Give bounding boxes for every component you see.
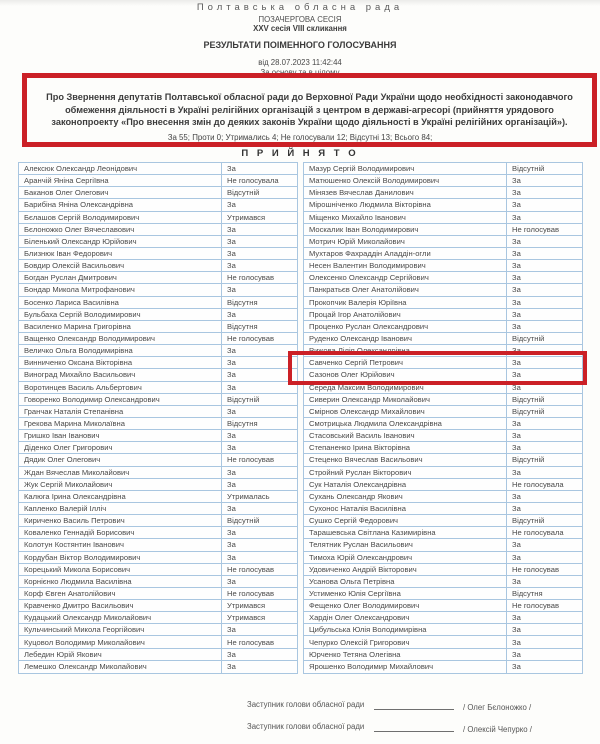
table-row <box>19 224 297 236</box>
deputy-name: Процай Ігор Анатолійович <box>309 309 401 319</box>
deputy-name: Сухань Олександр Якович <box>309 491 403 501</box>
vote-value: Утримався <box>221 600 297 611</box>
deputy-name: Тимоха Юрій Олександрович <box>309 552 413 562</box>
deputy-name: Баканов Олег Олегович <box>24 188 109 198</box>
vote-value: Відсутній <box>506 454 582 465</box>
vote-value: За <box>221 479 297 490</box>
vote-value: Не голосував <box>221 272 297 283</box>
vote-value: За <box>221 199 297 210</box>
table-row <box>19 309 297 321</box>
table-row <box>304 515 582 527</box>
vote-value: За <box>506 661 582 673</box>
vote-value: За <box>506 369 582 380</box>
vote-value: Не голосував <box>506 224 582 235</box>
vote-value: За <box>506 442 582 453</box>
deputy-name: Смірнов Олександр Михайлович <box>309 406 425 416</box>
table-row <box>19 467 297 479</box>
table-row <box>19 284 297 296</box>
vote-value: За <box>221 382 297 393</box>
deputy-name: Мотрич Юрій Миколайович <box>309 236 405 246</box>
table-row <box>304 454 582 466</box>
vote-value: Не голосував <box>506 600 582 611</box>
vote-value: За <box>221 236 297 247</box>
deputy-name: Барибіна Яніна Олександрівна <box>24 200 134 210</box>
vote-value: Відсутня <box>221 297 297 308</box>
table-row <box>304 588 582 600</box>
deputy-name: Хардін Олег Олександрович <box>309 613 410 623</box>
deputy-name: Дядик Олег Олегович <box>24 455 101 465</box>
deputy-name: Ждан Вячеслав Миколайович <box>24 467 130 477</box>
vote-value: За <box>221 503 297 514</box>
table-row <box>19 588 297 600</box>
deputy-name: Прокопчик Валерія Юріївна <box>309 297 407 307</box>
vote-value: За <box>221 260 297 271</box>
table-row <box>304 430 582 442</box>
vote-value: Не голосував <box>221 454 297 465</box>
deputy-name: Кириченко Василь Петрович <box>24 516 125 526</box>
deputy-name: Жук Сергій Миколайович <box>24 479 113 489</box>
vote-value: За <box>506 612 582 623</box>
vote-value: Відсутній <box>506 163 582 174</box>
deputy-name: Корнієнко Людмила Василівна <box>24 576 132 586</box>
table-row <box>304 224 582 236</box>
deputy-name: Грекова Марина Миколаївна <box>24 419 125 429</box>
table-row <box>19 163 297 175</box>
vote-value: Відсутній <box>221 394 297 405</box>
vote-value: За <box>221 430 297 441</box>
deputy-name: Виноград Михайло Васильович <box>24 370 136 380</box>
vote-value: Відсутній <box>506 333 582 344</box>
decision-label: П Р И Й Н Я Т О <box>241 148 359 159</box>
signature-label: Заступник голови обласної ради <box>247 722 365 731</box>
vote-value: За <box>506 552 582 563</box>
vote-value: Не голосував <box>221 333 297 344</box>
table-row <box>19 175 297 187</box>
vote-value: За <box>221 467 297 478</box>
vote-value: За <box>221 163 297 174</box>
table-row <box>19 661 297 673</box>
deputy-name: Сушко Сергій Федорович <box>309 516 399 526</box>
table-row <box>304 479 582 491</box>
table-row <box>19 430 297 442</box>
table-row <box>19 491 297 503</box>
table-row <box>304 297 582 309</box>
vote-value: За <box>221 357 297 368</box>
vote-value: За <box>506 418 582 429</box>
deputy-name: Олексенко Олександр Сергійович <box>309 273 429 283</box>
deputy-name: Колотун Костянтин Іванович <box>24 540 124 550</box>
signature-label: Заступник голови обласної ради <box>247 700 365 709</box>
deputy-name: Панкратьєв Олег Анатолійович <box>309 285 419 295</box>
deputy-name: Стасовський Василь Іванович <box>309 431 415 441</box>
signature-line <box>374 709 454 710</box>
deputy-name: Близнюк Іван Федорович <box>24 249 113 259</box>
vote-value: За <box>506 503 582 514</box>
deputy-name: Сазонов Олег Юрійович <box>309 370 395 380</box>
table-row <box>19 394 297 406</box>
deputy-name: Ващенко Олександр Володимирович <box>24 334 155 344</box>
vote-value: Не голосував <box>506 564 582 575</box>
deputy-name: Калюга Ірина Олександрівна <box>24 491 126 501</box>
table-row <box>19 321 297 333</box>
vote-value: За <box>506 260 582 271</box>
table-row <box>19 564 297 576</box>
table-row <box>304 309 582 321</box>
table-row <box>19 212 297 224</box>
table-row <box>304 175 582 187</box>
deputy-name: Кравченко Дмитро Васильович <box>24 601 134 611</box>
deputy-name: Фещенко Олег Володимирович <box>309 601 420 611</box>
table-row <box>19 539 297 551</box>
deputy-name: Сиверин Олександр Миколайович <box>309 394 430 404</box>
deputy-name: Матюшенко Олексій Володимирович <box>309 176 440 186</box>
table-row <box>304 321 582 333</box>
vote-value: Утримався <box>221 212 297 223</box>
vote-value: За <box>506 321 582 332</box>
deputy-name: Кульчинський Микола Георгійович <box>24 625 145 635</box>
deputy-name: Москалик Іван Володимирович <box>309 224 419 234</box>
signature-row <box>0 700 600 714</box>
session-type: ПОЗАЧЕРГОВА СЕСІЯ <box>258 15 342 24</box>
deputies-highlight-box <box>288 351 587 385</box>
table-row <box>19 382 297 394</box>
table-row <box>19 418 297 430</box>
vote-value: За <box>506 649 582 660</box>
deputy-name: Міщенко Михайло Іванович <box>309 212 406 222</box>
table-row <box>19 272 297 284</box>
table-row <box>304 552 582 564</box>
deputy-name: Степаненко Ірина Вікторівна <box>309 443 411 453</box>
table-row <box>304 199 582 211</box>
vote-value: Утрималась <box>221 491 297 502</box>
vote-value: За <box>506 212 582 223</box>
votes-table-left <box>18 162 298 674</box>
question-highlight-box <box>22 73 597 147</box>
table-row <box>19 236 297 248</box>
table-row <box>19 333 297 345</box>
deputy-name: Рижова Лілія Олександрівна <box>309 346 410 356</box>
deputy-name: Кудацький Олександр Миколайович <box>24 613 152 623</box>
deputy-name: Телятник Руслан Васильович <box>309 540 413 550</box>
vote-value: Відсутній <box>221 187 297 198</box>
table-row <box>19 187 297 199</box>
vote-basis: За основу та в цілому <box>260 68 340 77</box>
vote-value: Відсутня <box>506 588 582 599</box>
deputy-name: Усанова Ольга Петрівна <box>309 576 395 586</box>
table-row <box>19 576 297 588</box>
deputy-name: Устименко Юлія Сергіївна <box>309 588 401 598</box>
deputy-name: Бєлашов Сергій Володимирович <box>24 212 140 222</box>
table-row <box>304 467 582 479</box>
vote-value: За <box>506 624 582 635</box>
deputy-name: Гришко Іван Іванович <box>24 431 100 441</box>
deputy-name: Воротинцев Василь Альбертович <box>24 382 142 392</box>
deputy-name: Тарашевська Світлана Казимирівна <box>309 528 436 538</box>
deputy-name: Стеценко Вячеслав Васильович <box>309 455 423 465</box>
table-row <box>19 636 297 648</box>
vote-value: За <box>506 284 582 295</box>
table-row <box>19 552 297 564</box>
deputy-name: Смотрицька Людмила Олександрівна <box>309 419 442 429</box>
table-row <box>304 236 582 248</box>
table-row <box>304 649 582 661</box>
vote-value: За <box>506 382 582 393</box>
vote-value: За <box>506 467 582 478</box>
vote-value: За <box>506 539 582 550</box>
document-title: РЕЗУЛЬТАТИ ПОІМЕННОГО ГОЛОСУВАННЯ <box>203 40 397 50</box>
table-row <box>19 248 297 260</box>
vote-value: За <box>221 661 297 673</box>
deputy-name: Богдан Руслан Дмитрович <box>24 273 117 283</box>
deputy-name: Сук Наталія Олександрівна <box>309 479 407 489</box>
vote-datetime: від 28.07.2023 11:42:44 <box>258 58 342 67</box>
vote-value: За <box>506 636 582 647</box>
vote-value: За <box>221 406 297 417</box>
deputy-name: Ярошенко Володимир Михайлович <box>309 662 434 672</box>
vote-value: Не голосувала <box>506 527 582 538</box>
vote-value: Відсутній <box>506 394 582 405</box>
deputy-name: Босенко Лариса Василівна <box>24 297 119 307</box>
deputy-name: Бондар Микола Митрофанович <box>24 285 135 295</box>
deputy-name: Руденко Олександр Іванович <box>309 334 412 344</box>
vote-value: За <box>506 357 582 368</box>
table-row <box>304 406 582 418</box>
table-row <box>19 624 297 636</box>
deputy-name: Говоренко Володимир Олександрович <box>24 394 160 404</box>
table-row <box>304 564 582 576</box>
deputy-name: Сухонос Наталія Василівна <box>309 504 406 513</box>
org-title: Полтавська обласна рада <box>196 2 404 13</box>
vote-value: За <box>221 369 297 380</box>
vote-value: За <box>221 442 297 453</box>
table-row <box>304 491 582 503</box>
table-row <box>304 539 582 551</box>
deputy-name: Винниченко Оксана Вікторівна <box>24 358 133 368</box>
vote-value: За <box>221 624 297 635</box>
deputy-name: Чепурко Олексій Григорович <box>309 637 410 647</box>
signature-name: / Олексій Чепурко / <box>463 725 532 734</box>
vote-value: Відсутній <box>221 515 297 526</box>
vote-value: За <box>506 576 582 587</box>
table-row <box>19 515 297 527</box>
deputy-name: Цибульська Юлія Володимирівна <box>309 625 427 635</box>
vote-value: За <box>506 297 582 308</box>
deputy-name: Мірошніченко Людмила Вікторівна <box>309 200 431 210</box>
table-row <box>19 454 297 466</box>
deputy-name: Величко Ольга Володимирівна <box>24 346 133 356</box>
deputy-name: Алексюк Олександр Леонідович <box>24 164 138 174</box>
table-row <box>304 624 582 636</box>
vote-value: За <box>506 175 582 186</box>
table-row <box>304 418 582 430</box>
vote-value: Відсутня <box>221 418 297 429</box>
question-text: Про Звернення депутатів Полтавської обласної ради до Верховної Ради України щодо необхідності законодавчого обмеження діяльності в Україні релігійних організацій з центром в державі-агресорі (прийняття урядового законопроекту «Про внесення змін до деяких законів України щодо діяльності в Україні релігійних організацій»). <box>46 92 573 128</box>
vote-value: За <box>221 345 297 356</box>
deputy-name: Стройний Руслан Вікторович <box>309 467 412 477</box>
table-row <box>304 661 582 673</box>
vote-value: За <box>221 649 297 660</box>
deputy-name: Удовиченко Андрій Вікторович <box>309 564 417 574</box>
deputy-name: Корецький Микола Борисович <box>24 564 131 574</box>
deputy-name: Бульбаха Сергій Володимирович <box>24 309 141 319</box>
vote-value: За <box>506 430 582 441</box>
vote-value: За <box>506 309 582 320</box>
vote-value: За <box>506 199 582 210</box>
deputy-name: Лебедин Юрій Якович <box>24 649 102 659</box>
table-row <box>304 212 582 224</box>
table-row <box>304 333 582 345</box>
deputy-name: Аранчій Яніна Сергіївна <box>24 176 109 186</box>
deputy-name: Мухтаров Фахраддін Аладдін-огли <box>309 249 431 259</box>
vote-value: Не голосувала <box>506 479 582 490</box>
table-row <box>19 406 297 418</box>
vote-value: За <box>506 345 582 356</box>
table-row <box>304 503 582 515</box>
deputy-name: Бєлоножко Олег Вячеславович <box>24 224 135 234</box>
vote-value: Не голосував <box>221 636 297 647</box>
table-row <box>19 199 297 211</box>
vote-value: Не голосував <box>221 588 297 599</box>
table-row <box>19 600 297 612</box>
vote-value: Не голосував <box>221 564 297 575</box>
vote-value: Відсутній <box>506 515 582 526</box>
deputy-name: Капленко Валерій Ілліч <box>24 504 107 513</box>
vote-value: За <box>221 552 297 563</box>
vote-value: Відсутній <box>506 406 582 417</box>
deputy-name: Корф Євген Анатолійович <box>24 588 116 598</box>
deputy-name: Мазур Сергій Володимирович <box>309 164 415 174</box>
table-row <box>304 248 582 260</box>
deputy-name: Біленький Олександр Юрійович <box>24 236 137 246</box>
deputy-name: Василенко Марина Григорівна <box>24 321 131 331</box>
table-row <box>19 369 297 381</box>
session-number: XXV сесія VIII скликання <box>253 24 347 33</box>
deputy-name: Савченко Сергій Петрович <box>309 358 403 368</box>
table-row <box>304 442 582 454</box>
deputy-name: Мінязев Вячеслав Данилович <box>309 188 414 198</box>
vote-value: За <box>506 272 582 283</box>
table-row <box>304 394 582 406</box>
deputy-name: Середа Максим Володимирович <box>309 382 424 392</box>
table-row <box>304 600 582 612</box>
vote-value: За <box>506 248 582 259</box>
table-row <box>304 636 582 648</box>
deputy-name: Лемешко Олександр Миколайович <box>24 662 147 672</box>
vote-value: За <box>221 309 297 320</box>
deputy-name: Юрченко Тетяна Олегівна <box>309 649 401 659</box>
signature-row <box>0 722 600 736</box>
vote-value: За <box>221 248 297 259</box>
table-row <box>304 260 582 272</box>
table-row <box>19 297 297 309</box>
vote-value: За <box>221 284 297 295</box>
table-row <box>19 527 297 539</box>
table-row <box>19 442 297 454</box>
vote-value: Утримався <box>221 612 297 623</box>
table-row <box>19 357 297 369</box>
deputy-name: Діденко Олег Григорович <box>24 443 113 453</box>
table-row <box>304 163 582 175</box>
table-row <box>19 479 297 491</box>
table-row <box>304 284 582 296</box>
signature-name: / Олег Бєлоножко / <box>463 703 532 712</box>
votes-table-right <box>303 162 583 674</box>
vote-value: За <box>506 236 582 247</box>
table-row <box>304 576 582 588</box>
vote-value: За <box>221 224 297 235</box>
table-row <box>19 345 297 357</box>
table-row <box>304 612 582 624</box>
table-row <box>304 272 582 284</box>
deputy-name: Гранчак Наталія Степанівна <box>24 406 124 416</box>
deputy-name: Куцовол Володимир Миколайович <box>24 637 145 647</box>
vote-value: За <box>506 491 582 502</box>
table-row <box>19 649 297 661</box>
vote-value: Не голосувала <box>221 175 297 186</box>
vote-value: За <box>221 527 297 538</box>
deputy-name: Кордубан Віктор Володимирович <box>24 552 141 562</box>
table-row <box>19 503 297 515</box>
table-row <box>19 612 297 624</box>
table-row <box>19 260 297 272</box>
vote-value: За <box>506 187 582 198</box>
deputy-name: Проценко Руслан Олександрович <box>309 321 429 331</box>
vote-value: За <box>221 576 297 587</box>
vote-value: За <box>221 539 297 550</box>
deputy-name: Бовдир Олексій Васильович <box>24 261 125 271</box>
deputy-name: Несен Валентин Володимирович <box>309 261 426 271</box>
table-row <box>304 527 582 539</box>
table-row <box>304 187 582 199</box>
deputy-name: Коваленко Геннадій Борисович <box>24 528 135 538</box>
vote-value: Відсутня <box>221 321 297 332</box>
signature-line <box>374 731 454 732</box>
vote-summary: За 55; Проти 0; Утримались 4; Не голосували 12; Відсутні 13; Всього 84; <box>167 133 433 142</box>
